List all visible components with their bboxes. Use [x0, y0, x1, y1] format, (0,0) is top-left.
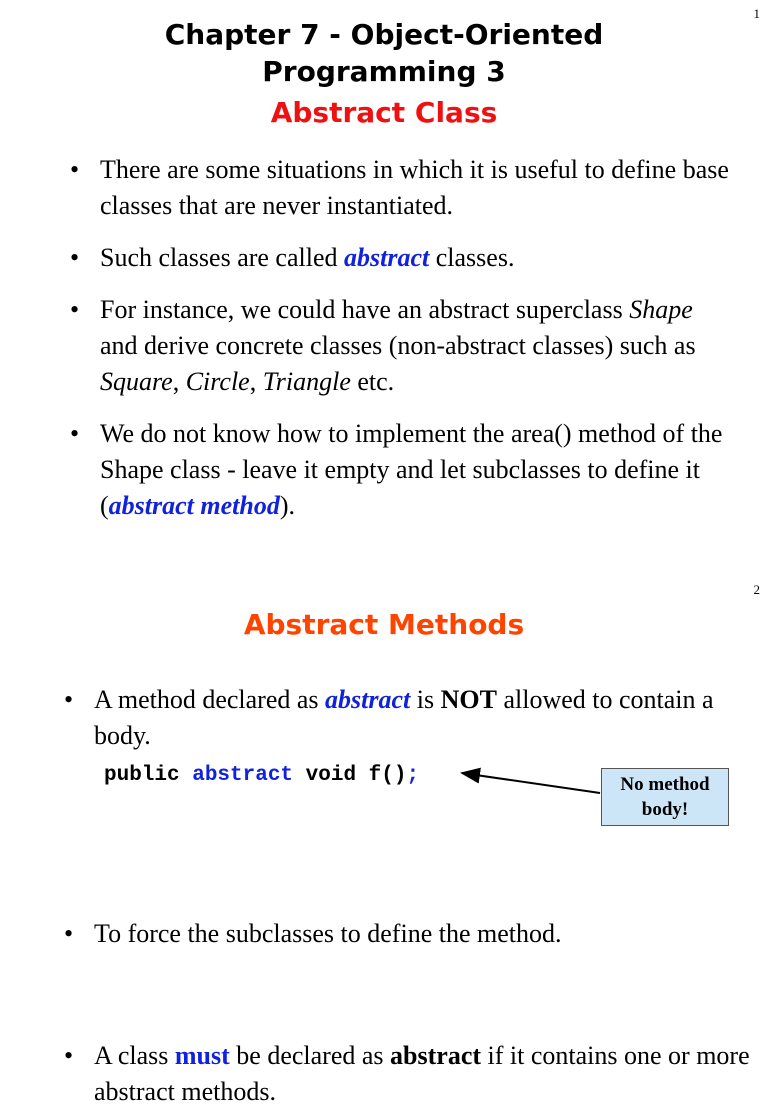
bullet-text: We do not know how to implement the area() method of the Shape class - leave it empty and let subclasses to define it ( — [100, 419, 723, 520]
bullet-text: allowed to contain a body. — [94, 685, 714, 750]
slide-2 — [0, 560, 768, 1106]
bullet-text: and derive concrete classes (non-abstract classes) such as — [100, 331, 696, 360]
page-number: 2 — [753, 582, 760, 597]
code-sample — [104, 764, 419, 787]
bullet-item — [70, 292, 730, 400]
page-number: 1 — [753, 6, 760, 21]
separator: , — [249, 367, 263, 396]
bullet-item — [64, 682, 754, 754]
callout-box: No method body! — [601, 768, 729, 826]
bullet-item — [70, 152, 730, 224]
bullet-text: is — [410, 685, 441, 714]
keyword-abstract-method: abstract method — [108, 491, 280, 520]
chapter-title — [0, 16, 768, 90]
chapter-title-line-1: Chapter 7 - Object-Oriented — [164, 18, 604, 51]
arrow-line — [462, 773, 600, 793]
bullet-item — [70, 416, 730, 524]
bullet-text: if it contains one or more abstract methods. — [94, 1041, 750, 1106]
bullet-text: For instance, we could have an abstract superclass — [100, 295, 630, 324]
bullet-item — [64, 916, 754, 952]
keyword-not: NOT — [440, 685, 497, 714]
keyword-abstract: abstract — [325, 685, 411, 714]
code-semicolon: ; — [406, 764, 420, 787]
bullet-text: Such classes are called — [100, 243, 345, 272]
term-triangle: Triangle — [262, 367, 351, 396]
chapter-title-line-2: Programming 3 — [262, 55, 506, 88]
code-abstract: abstract — [192, 764, 294, 787]
section-title: Abstract Class — [270, 96, 498, 129]
bullet-text: To force the subclasses to define the method. — [94, 919, 562, 948]
bullet-list — [70, 152, 730, 540]
keyword-must: must — [174, 1041, 230, 1070]
separator: , — [172, 367, 186, 396]
term-square: Square — [100, 367, 173, 396]
bullet-item — [70, 240, 730, 276]
bullet-text: classes. — [429, 243, 515, 272]
bullet-text: be declared as — [229, 1041, 391, 1070]
keyword-abstract: abstract — [344, 243, 430, 272]
section-title: Abstract Methods — [243, 608, 525, 641]
bullet-text: ). — [279, 491, 296, 520]
bullet-text: A method declared as — [94, 685, 326, 714]
code-public: public — [104, 764, 193, 787]
term-circle: Circle — [185, 367, 250, 396]
term-shape: Shape — [629, 295, 693, 324]
keyword-abstract: abstract — [390, 1041, 482, 1070]
bullet-text: There are some situations in which it is useful to define base classes that are never instantiated. — [100, 155, 729, 220]
bullet-text: etc. — [350, 367, 395, 396]
bullet-text: A class — [94, 1041, 175, 1070]
bullet-item — [64, 1038, 754, 1110]
code-rest: void f() — [293, 764, 407, 787]
